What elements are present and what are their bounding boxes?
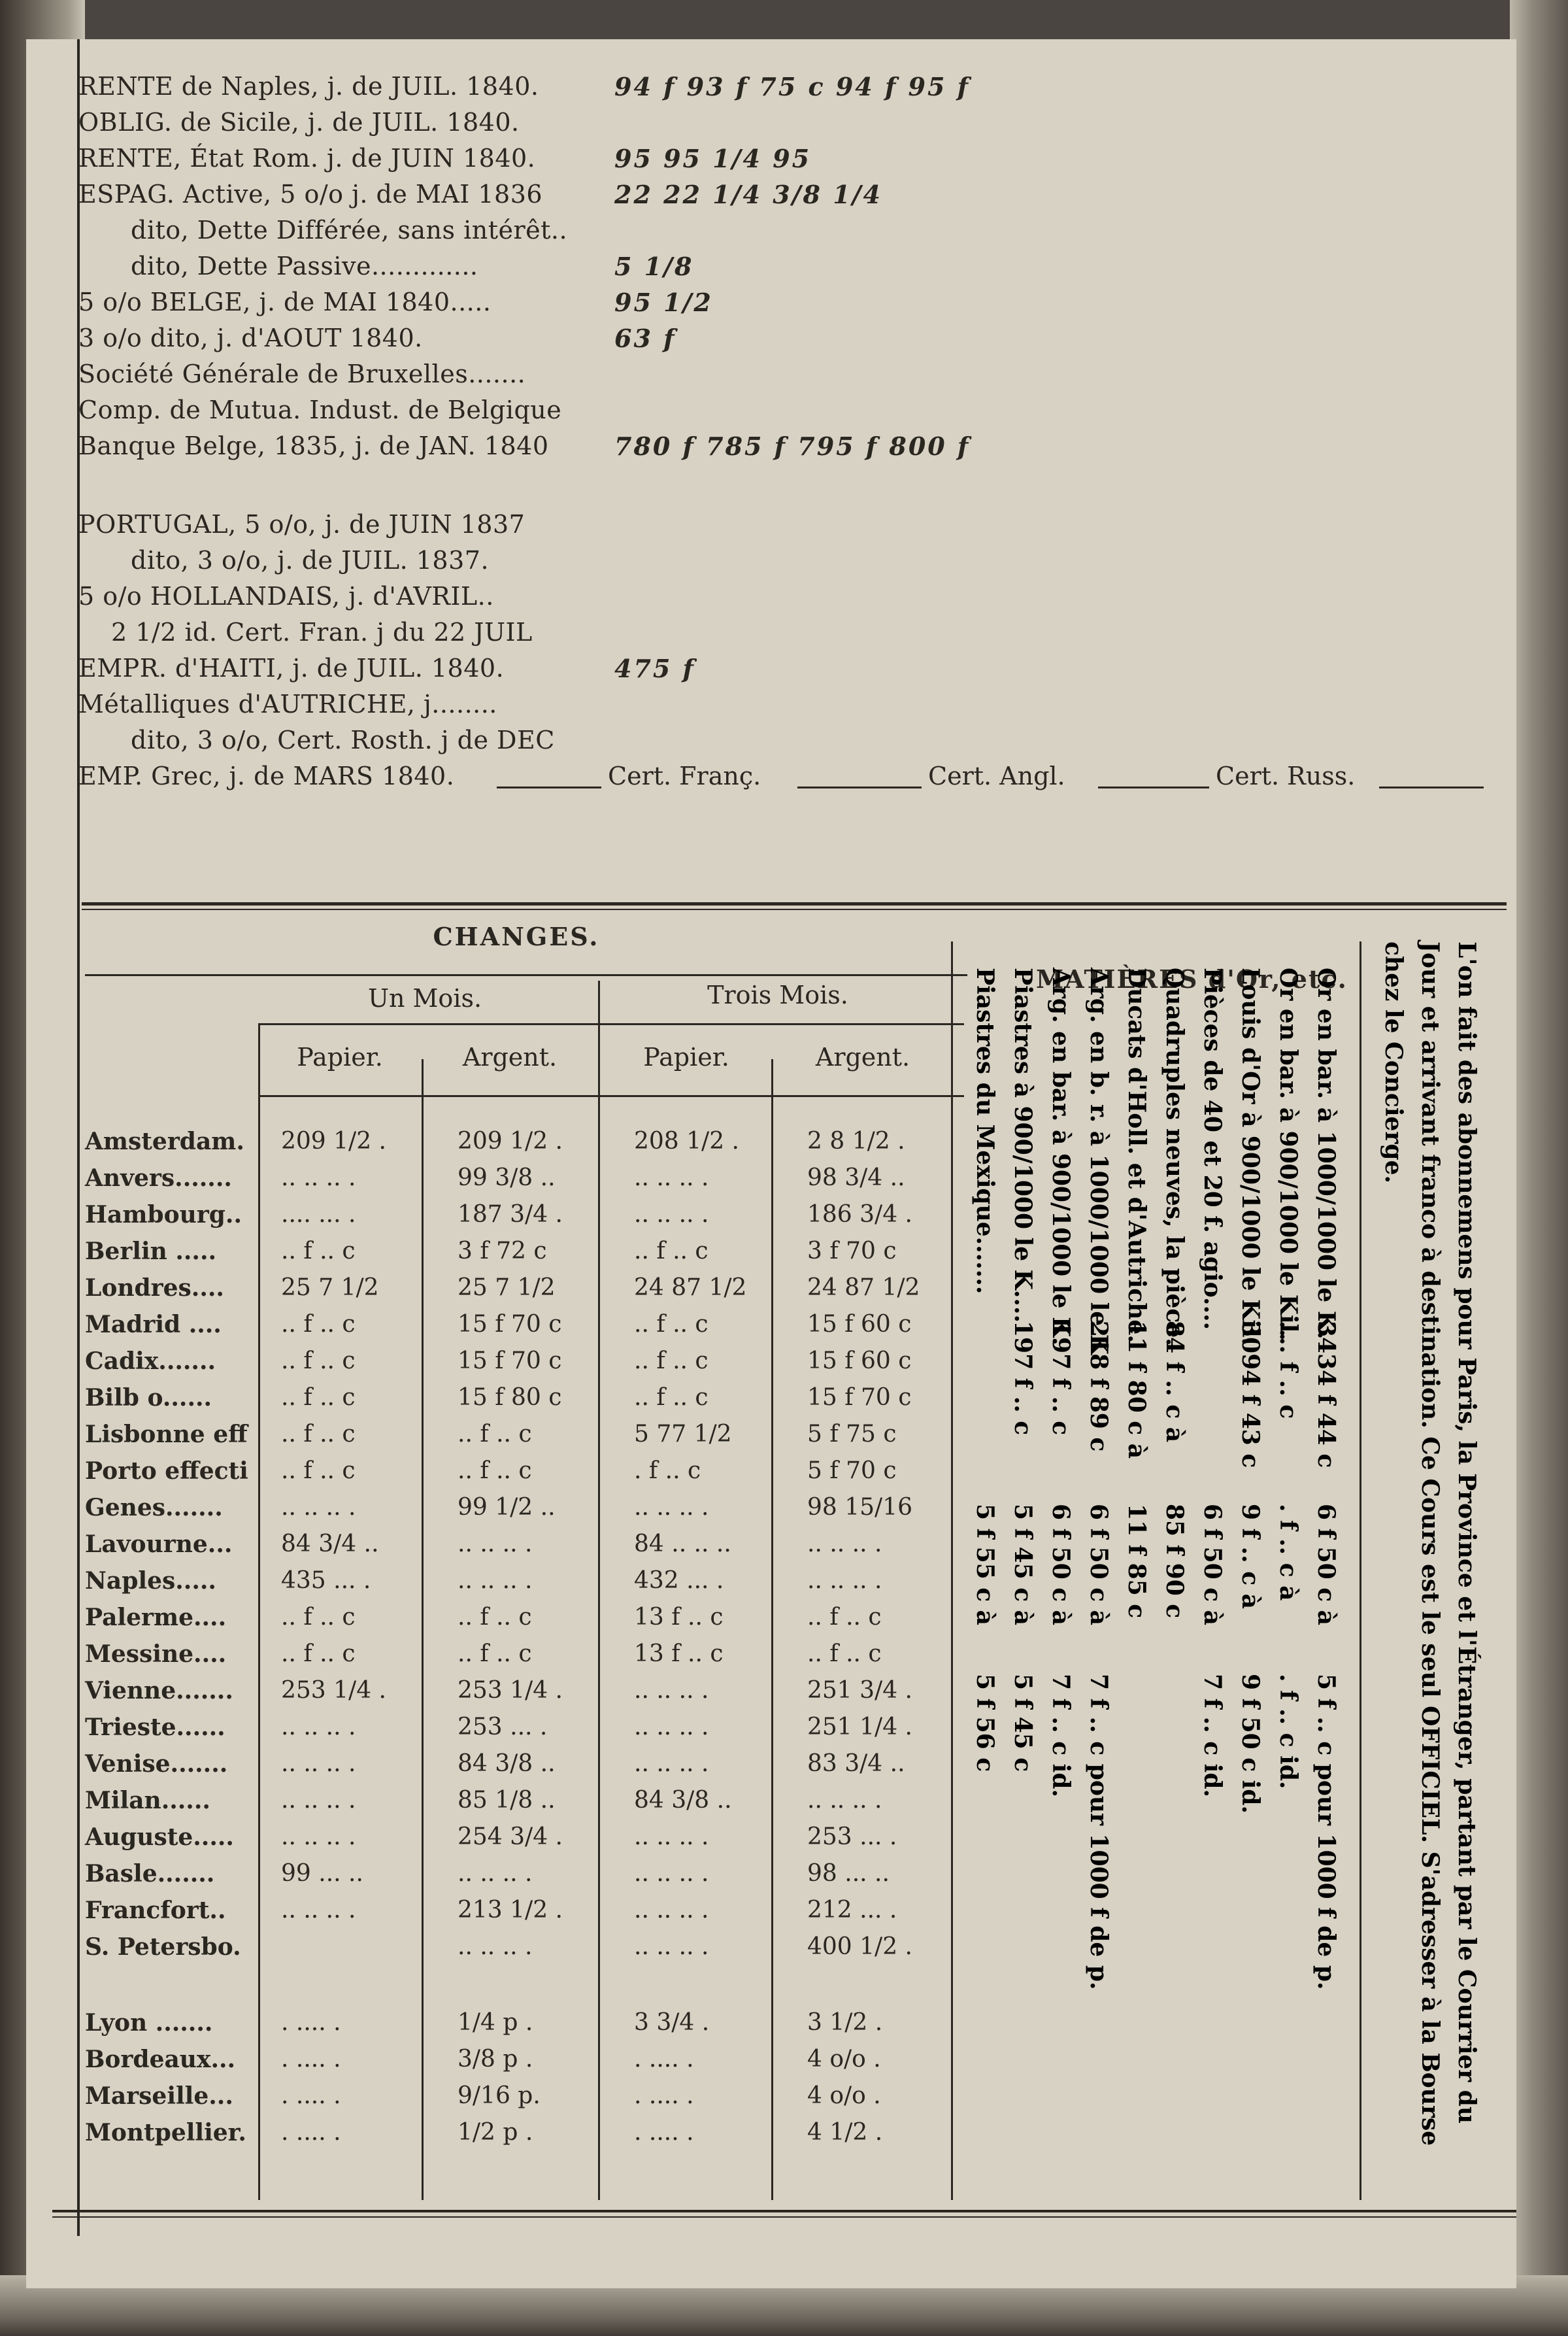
trois-mois-papier: 13 f .. c	[634, 1640, 724, 1667]
matieres-value-3: 5 f .. c pour 1000 f de p.	[1312, 1674, 1340, 1990]
un-mois-argent: .. f .. c	[458, 1421, 532, 1447]
change-city: Montpellier.	[85, 2119, 246, 2146]
cert-blank	[797, 787, 922, 788]
change-city: Naples.....	[85, 1567, 216, 1595]
change-row	[39, 1897, 954, 1933]
trois-mois-argent: 5 f 75 c	[807, 1421, 897, 1447]
change-city: Porto effecti	[85, 1457, 248, 1485]
un-mois-papier: 25 7 1/2	[281, 1274, 379, 1301]
section-divider	[82, 902, 1507, 906]
notice-line: Jour et arrivant franco à destination. Ce Cours est le seul OFFICIEL. S'adresser à la Bourse	[1416, 941, 1444, 2146]
trois-mois-papier: 208 1/2 .	[634, 1128, 739, 1155]
trois-mois-papier: .. .. .. .	[634, 1823, 709, 1850]
trois-mois-argent: 251 1/4 .	[807, 1714, 912, 1740]
trois-mois-papier: .. .. .. .	[634, 1897, 709, 1923]
change-city: Palerme....	[85, 1604, 227, 1631]
matieres-value-2: 6 f 50 c à	[1312, 1504, 1340, 1626]
un-mois-argent: 254 3/4 .	[458, 1823, 563, 1850]
change-row	[39, 2082, 954, 2119]
un-mois-papier: .. f .. c	[281, 1604, 356, 1631]
un-mois-papier: 435 ... .	[281, 1567, 371, 1594]
matieres-label: Arg. en b. r. à 1000/1000 le K	[1085, 968, 1112, 1355]
bond-prices: 780 f 785 f 795 f 800 f	[614, 432, 971, 461]
trois-mois-argent: 24 87 1/2	[807, 1274, 920, 1301]
matieres-value-1: 3094 f 43 c	[1237, 1321, 1264, 1468]
trois-mois-argent: 3 f 70 c	[807, 1238, 897, 1264]
trois-mois-papier: 84 3/8 ..	[634, 1787, 732, 1814]
un-mois-papier: .. .. .. .	[281, 1823, 356, 1850]
trois-mois-argent: 212 ... .	[807, 1897, 897, 1923]
un-mois-papier: .. f .. c	[281, 1238, 356, 1264]
trois-mois-argent: 15 f 70 c	[807, 1384, 912, 1411]
bond-prices: 95 95 1/4 95	[614, 144, 812, 173]
un-mois-header: Un Mois.	[367, 984, 482, 1013]
trois-mois-papier: .. .. .. .	[634, 1750, 709, 1777]
un-mois-papier: 84 3/4 ..	[281, 1531, 379, 1557]
change-city: Milan......	[85, 1787, 210, 1814]
papier-header: Papier.	[643, 1043, 729, 1072]
bond-name: dito, Dette Passive.............	[131, 252, 478, 280]
bottom-rule	[52, 2210, 1516, 2212]
change-row	[39, 1164, 954, 1201]
change-row	[39, 1933, 954, 1970]
un-mois-argent: .. f .. c	[458, 1640, 532, 1667]
un-mois-papier: 209 1/2 .	[281, 1128, 386, 1155]
change-city: Messine....	[85, 1640, 227, 1668]
bond-name: OBLIG. de Sicile, j. de JUIL. 1840.	[78, 108, 520, 137]
trois-mois-argent: 5 f 70 c	[807, 1457, 897, 1484]
matieres-table	[948, 968, 1340, 2144]
trois-mois-argent: 4 o/o .	[807, 2082, 881, 2109]
matieres-value-3: 9 f 50 c id.	[1237, 1674, 1264, 1814]
un-mois-papier: .. .. .. .	[281, 1787, 356, 1814]
change-row	[39, 2119, 954, 2156]
matieres-value-3: 5 f 45 c	[1009, 1674, 1037, 1772]
cert-angl-label: Cert. Angl.	[928, 762, 1065, 790]
un-mois-papier: .. f .. c	[281, 1311, 356, 1338]
matieres-value-3: 7 f .. c id.	[1199, 1674, 1226, 1798]
trois-mois-papier: .. .. .. .	[634, 1677, 709, 1704]
bond-name: RENTE de Naples, j. de JUIL. 1840.	[78, 72, 539, 101]
trois-mois-argent: .. .. .. .	[807, 1567, 882, 1594]
un-mois-argent: 15 f 70 c	[458, 1347, 562, 1374]
change-row	[39, 1677, 954, 1714]
trois-mois-papier: 3 3/4 .	[634, 2009, 710, 2036]
trois-mois-papier: .. .. .. .	[634, 1933, 709, 1960]
change-city: Basle.......	[85, 1860, 215, 1887]
trois-mois-argent: 2 8 1/2 .	[807, 1128, 905, 1155]
changes-rows	[39, 1128, 954, 2207]
matieres-label: Pièces de 40 et 20 f. agio....	[1199, 968, 1226, 1330]
change-row	[39, 1604, 954, 1640]
change-city: Trieste......	[85, 1714, 225, 1741]
trois-mois-argent: 253 ... .	[807, 1823, 897, 1850]
change-row	[39, 1201, 954, 1238]
matieres-title: MATIÈRES d'Or, etc.	[1036, 964, 1348, 994]
trois-mois-papier: .. .. .. .	[634, 1714, 709, 1740]
un-mois-argent: 15 f 70 c	[458, 1311, 562, 1338]
change-row	[39, 1531, 954, 1567]
un-mois-argent: 25 7 1/2	[458, 1274, 556, 1301]
change-city: Hambourg..	[85, 1201, 242, 1228]
un-mois-argent: .. .. .. .	[458, 1860, 533, 1887]
matieres-label: Piastres à 900/1000 le K....	[1009, 968, 1037, 1323]
cert-russ-label: Cert. Russ.	[1216, 762, 1356, 790]
change-row	[39, 1860, 954, 1897]
change-city: Francfort..	[85, 1897, 226, 1924]
un-mois-argent: 213 1/2 .	[458, 1897, 563, 1923]
matieres-value-1: 84 f .. c à	[1161, 1321, 1188, 1443]
change-city: Madrid ....	[85, 1311, 222, 1338]
trois-mois-argent: 186 3/4 .	[807, 1201, 912, 1228]
table-rule	[258, 1095, 964, 1097]
changes-title: CHANGES.	[433, 922, 600, 951]
change-row	[39, 1494, 954, 1531]
un-mois-papier: .. f .. c	[281, 1421, 356, 1447]
bond-name: RENTE, État Rom. j. de JUIN 1840.	[78, 144, 536, 173]
bond-name: ESPAG. Active, 5 o/o j. de MAI 1836	[78, 180, 543, 209]
bond-name: dito, Dette Différée, sans intérêt..	[131, 216, 568, 245]
change-city: Vienne.......	[85, 1677, 233, 1704]
trois-mois-argent: 83 3/4 ..	[807, 1750, 905, 1777]
change-row	[39, 1640, 954, 1677]
papier-header: Papier.	[297, 1043, 383, 1072]
trois-mois-argent: 251 3/4 .	[807, 1677, 912, 1704]
change-city: Berlin .....	[85, 1238, 217, 1265]
cert-blank	[497, 787, 601, 788]
un-mois-argent: 99 1/2 ..	[458, 1494, 556, 1521]
trois-mois-argent: .. f .. c	[807, 1640, 882, 1667]
change-city: Marseille...	[85, 2082, 233, 2110]
matieres-value-1: .... f .. c	[1275, 1321, 1302, 1419]
matieres-value-2: 85 f 90 c	[1161, 1504, 1188, 1619]
trois-mois-argent: .. .. .. .	[807, 1531, 882, 1557]
trois-mois-papier: 432 ... .	[634, 1567, 724, 1594]
change-city: Lyon .......	[85, 2009, 213, 2037]
un-mois-argent: 15 f 80 c	[458, 1384, 562, 1411]
trois-mois-argent: 15 f 60 c	[807, 1347, 912, 1374]
bond-name: Société Générale de Bruxelles.......	[78, 360, 526, 388]
bond-prices: 475 f	[614, 654, 695, 683]
matieres-value-2: 11 f 85 c	[1123, 1504, 1150, 1619]
change-city: Genes.......	[85, 1494, 223, 1521]
matieres-label: Piastres du Mexique.......	[971, 968, 999, 1295]
bond-name: 3 o/o dito, j. d'AOUT 1840.	[78, 324, 423, 352]
bond-prices: 63 f	[614, 324, 676, 353]
trois-mois-papier: .. f .. c	[634, 1347, 709, 1374]
trois-mois-papier: 84 .. .. ..	[634, 1531, 731, 1557]
un-mois-papier: .. .. .. .	[281, 1897, 356, 1923]
trois-mois-papier: .. f .. c	[634, 1238, 709, 1264]
bond-prices: 95 1/2	[614, 288, 713, 317]
table-rule	[85, 974, 967, 976]
bond-name: Banque Belge, 1835, j. de JAN. 1840	[78, 432, 549, 460]
matieres-value-3: . f .. c id.	[1275, 1674, 1302, 1789]
argent-header: Argent.	[462, 1043, 558, 1072]
change-row	[39, 1714, 954, 1750]
matieres-value-2: . f .. c à	[1275, 1504, 1302, 1601]
trois-mois-argent: 98 15/16	[807, 1494, 912, 1521]
trois-mois-papier: 24 87 1/2	[634, 1274, 747, 1301]
bottom-rule	[52, 2216, 1516, 2218]
matieres-value-2: 5 f 45 c à	[1009, 1504, 1037, 1626]
change-city: Venise.......	[85, 1750, 228, 1778]
trois-mois-papier: .. .. .. .	[634, 1860, 709, 1887]
cert-franc-label: Cert. Franç.	[608, 762, 761, 790]
un-mois-papier: .. .. .. .	[281, 1750, 356, 1777]
change-row	[39, 1567, 954, 1604]
bond-name: Métalliques d'AUTRICHE, j........	[78, 690, 497, 719]
matieres-value-2: 5 f 55 c à	[971, 1504, 999, 1626]
change-city: Lavourne...	[85, 1531, 233, 1558]
un-mois-papier: . .... .	[281, 2046, 341, 2073]
trois-mois-papier: .. f .. c	[634, 1311, 709, 1338]
bond-name: 2 1/2 id. Cert. Fran. j du 22 JUIL	[111, 618, 533, 647]
un-mois-papier: . .... .	[281, 2009, 341, 2036]
un-mois-argent: .. f .. c	[458, 1457, 532, 1484]
change-city: Bordeaux...	[85, 2046, 236, 2073]
un-mois-papier: . .... .	[281, 2082, 341, 2109]
bond-name: dito, 3 o/o, Cert. Rosth. j de DEC	[131, 726, 555, 754]
trois-mois-papier: . .... .	[634, 2082, 694, 2109]
trois-mois-argent: 98 ... ..	[807, 1860, 890, 1887]
change-row	[39, 2009, 954, 2046]
bond-name: EMPR. d'HAITI, j. de JUIL. 1840.	[78, 654, 505, 683]
table-rule	[258, 1023, 964, 1025]
argent-header: Argent.	[815, 1043, 910, 1072]
un-mois-argent: 3 f 72 c	[458, 1238, 547, 1264]
change-city: Amsterdam.	[85, 1128, 244, 1155]
change-row	[39, 1311, 954, 1347]
trois-mois-argent: .. .. .. .	[807, 1787, 882, 1814]
un-mois-argent: 9/16 p.	[458, 2082, 541, 2109]
change-city: Lisbonne eff	[85, 1421, 248, 1448]
trois-mois-papier: .. .. .. .	[634, 1201, 709, 1228]
un-mois-papier: .. .. .. .	[281, 1714, 356, 1740]
matieres-value-3: 5 f 56 c	[971, 1674, 999, 1772]
un-mois-argent: 187 3/4 .	[458, 1201, 563, 1228]
bond-name: EMP. Grec, j. de MARS 1840.	[78, 762, 455, 790]
matieres-value-1: 197 f .. c	[1047, 1321, 1075, 1436]
change-city: Auguste.....	[85, 1823, 234, 1851]
notice-line: L'on fait des abonnemens pour Paris, la Province et l'Étranger, partant par le Courrier du	[1453, 941, 1480, 2124]
bond-name: dito, 3 o/o, j. de JUIL. 1837.	[131, 546, 490, 575]
un-mois-argent: .. f .. c	[458, 1604, 532, 1631]
section-divider	[82, 909, 1507, 910]
un-mois-papier: 253 1/4 .	[281, 1677, 386, 1704]
matieres-label: Arg. en bar. à 900/1000 le K.	[1047, 968, 1075, 1346]
trois-mois-argent: 4 o/o .	[807, 2046, 881, 2073]
bond-name: 5 o/o BELGE, j. de MAI 1840.....	[78, 288, 492, 316]
matieres-value-2: 6 f 50 c à	[1047, 1504, 1075, 1626]
matieres-value-3: 7 f .. c pour 1000 f de p.	[1085, 1674, 1112, 1990]
un-mois-papier: .. f .. c	[281, 1457, 356, 1484]
trois-mois-papier: .. .. .. .	[634, 1494, 709, 1521]
change-row	[39, 1128, 954, 1164]
un-mois-papier: .. f .. c	[281, 1347, 356, 1374]
bond-prices: 5 1/8	[614, 252, 694, 281]
un-mois-argent: 1/2 p .	[458, 2119, 533, 2146]
change-row	[39, 1823, 954, 1860]
un-mois-papier: 99 ... ..	[281, 1860, 363, 1887]
matieres-value-1: 197 f .. c	[1009, 1321, 1037, 1436]
un-mois-papier: .. f .. c	[281, 1384, 356, 1411]
trois-mois-argent: 4 1/2 .	[807, 2119, 883, 2146]
trois-mois-papier: 13 f .. c	[634, 1604, 724, 1631]
un-mois-papier: .. .. .. .	[281, 1494, 356, 1521]
matieres-label: Louis d'Or à 900/1000 le Kil.	[1237, 968, 1264, 1346]
un-mois-argent: 1/4 p .	[458, 2009, 533, 2036]
change-city: Bilb o......	[85, 1384, 212, 1412]
un-mois-papier: . .... .	[281, 2119, 341, 2146]
change-row	[39, 1750, 954, 1787]
trois-mois-papier: 5 77 1/2	[634, 1421, 732, 1447]
bond-name: Comp. de Mutua. Indust. de Belgique	[78, 396, 562, 424]
change-city: S. Petersbo.	[85, 1933, 241, 1961]
bond-name: PORTUGAL, 5 o/o, j. de JUIN 1837	[78, 510, 525, 539]
un-mois-argent: 3/8 p .	[458, 2046, 533, 2073]
matieres-value-3: 7 f .. c id.	[1047, 1674, 1075, 1798]
change-row	[39, 1421, 954, 1457]
change-city: Londres....	[85, 1274, 224, 1302]
trois-mois-header: Trois Mois.	[707, 981, 848, 1009]
matieres-value-1: 218 f 89 c	[1085, 1321, 1112, 1452]
subscription-notice	[1350, 941, 1480, 2184]
matieres-label: Ducats d'Holl. et d'Autriche.	[1123, 968, 1150, 1343]
change-row	[39, 1457, 954, 1494]
un-mois-argent: .. .. .. .	[458, 1567, 533, 1594]
bond-name: 5 o/o HOLLANDAIS, j. d'AVRIL..	[78, 582, 494, 611]
matieres-label: Or en bar. à 900/1000 le Kil.	[1275, 968, 1302, 1341]
trois-mois-papier: .. f .. c	[634, 1384, 709, 1411]
un-mois-argent: 84 3/8 ..	[458, 1750, 556, 1777]
un-mois-papier: .. f .. c	[281, 1640, 356, 1667]
page-edge-right	[1510, 0, 1568, 2336]
trois-mois-papier: .. .. .. .	[634, 1164, 709, 1191]
trois-mois-argent: 400 1/2 .	[807, 1933, 912, 1960]
matieres-value-1: 3434 f 44 c	[1312, 1321, 1340, 1468]
matieres-value-2: 9 f .. c à	[1237, 1504, 1264, 1609]
change-row	[39, 1384, 954, 1421]
un-mois-argent: 253 ... .	[458, 1714, 548, 1740]
un-mois-argent: 253 1/4 .	[458, 1677, 563, 1704]
matieres-label: Or en bar. à 1000/1000 le K.	[1312, 968, 1340, 1340]
change-row	[39, 1787, 954, 1823]
un-mois-argent: 209 1/2 .	[458, 1128, 563, 1155]
change-row	[39, 1274, 954, 1311]
trois-mois-papier: . .... .	[634, 2119, 694, 2146]
matieres-value-2: 6 f 50 c à	[1085, 1504, 1112, 1626]
bond-prices: 22 22 1/4 3/8 1/4	[614, 180, 882, 209]
cert-blank	[1098, 787, 1209, 788]
change-row	[39, 1238, 954, 1274]
un-mois-papier: .... ... .	[281, 1201, 356, 1228]
matieres-value-1: 11 f 80 c à	[1123, 1321, 1150, 1459]
trois-mois-papier: . .... .	[634, 2046, 694, 2073]
change-city: Anvers.......	[85, 1164, 232, 1192]
un-mois-argent: 99 3/8 ..	[458, 1164, 556, 1191]
matieres-value-2: 6 f 50 c à	[1199, 1504, 1226, 1626]
trois-mois-argent: 15 f 60 c	[807, 1311, 912, 1338]
bond-prices: 94 f 93 f 75 c 94 f 95 f	[614, 72, 970, 101]
trois-mois-argent: 98 3/4 ..	[807, 1164, 905, 1191]
change-row	[39, 2046, 954, 2082]
un-mois-argent: .. .. .. .	[458, 1531, 533, 1557]
un-mois-papier: .. .. .. .	[281, 1164, 356, 1191]
change-city: Cadix.......	[85, 1347, 216, 1375]
un-mois-argent: 85 1/8 ..	[458, 1787, 556, 1814]
un-mois-argent: .. .. .. .	[458, 1933, 533, 1960]
trois-mois-argent: .. f .. c	[807, 1604, 882, 1631]
notice-line: chez le Concierge.	[1380, 941, 1407, 1184]
matieres-label: Quadruples neuves, la pièce.	[1161, 968, 1188, 1346]
cert-blank	[1379, 787, 1484, 788]
change-row	[39, 1347, 954, 1384]
trois-mois-argent: 3 1/2 .	[807, 2009, 883, 2036]
trois-mois-papier: . f .. c	[634, 1457, 701, 1484]
